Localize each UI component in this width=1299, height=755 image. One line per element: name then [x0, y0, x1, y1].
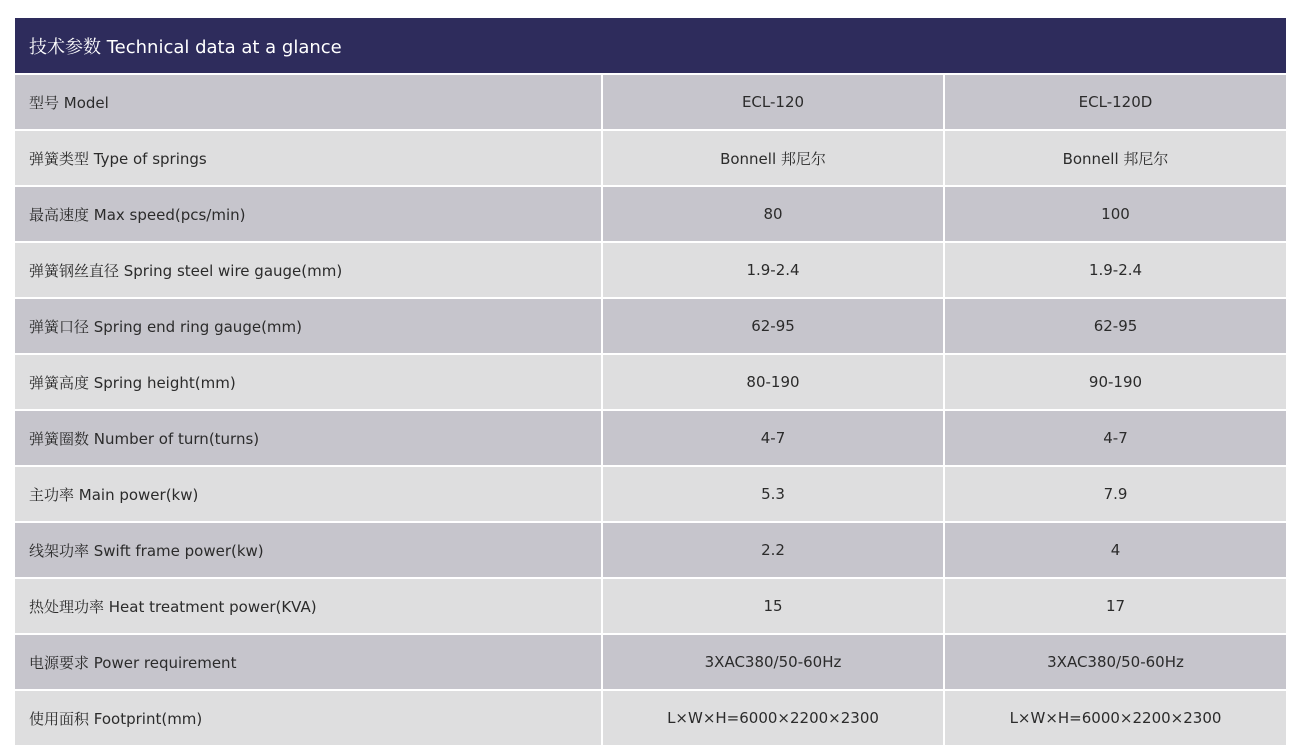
value-ecl-120: 15 — [603, 579, 943, 633]
row-label: 型号 Model — [15, 75, 601, 129]
value-ecl-120d: Bonnell 邦尼尔 — [945, 131, 1286, 185]
value-ecl-120d: 3XAC380/50-60Hz — [945, 635, 1286, 689]
value-ecl-120d: 62-95 — [945, 299, 1286, 353]
value-ecl-120: 80-190 — [603, 355, 943, 409]
table-row — [15, 635, 1286, 689]
row-label: 弹簧圈数 Number of turn(turns) — [15, 411, 601, 465]
value-ecl-120: 4-7 — [603, 411, 943, 465]
table-row — [15, 579, 1286, 633]
value-ecl-120: 5.3 — [603, 467, 943, 521]
table-row — [15, 467, 1286, 521]
table-row — [15, 355, 1286, 409]
table-row — [15, 75, 1286, 129]
value-ecl-120: ECL-120 — [603, 75, 943, 129]
value-ecl-120: 1.9-2.4 — [603, 243, 943, 297]
value-ecl-120d: 90-190 — [945, 355, 1286, 409]
table-row — [15, 299, 1286, 353]
row-label: 热处理功率 Heat treatment power(KVA) — [15, 579, 601, 633]
value-ecl-120: Bonnell 邦尼尔 — [603, 131, 943, 185]
value-ecl-120d: 17 — [945, 579, 1286, 633]
table-title: 技术参数 Technical data at a glance — [15, 18, 1286, 73]
value-ecl-120: 2.2 — [603, 523, 943, 577]
value-ecl-120d: 7.9 — [945, 467, 1286, 521]
value-ecl-120: 3XAC380/50-60Hz — [603, 635, 943, 689]
table-row — [15, 411, 1286, 465]
row-label: 使用面积 Footprint(mm) — [15, 691, 601, 745]
row-label: 电源要求 Power requirement — [15, 635, 601, 689]
value-ecl-120d: 1.9-2.4 — [945, 243, 1286, 297]
table-row — [15, 131, 1286, 185]
row-label: 弹簧口径 Spring end ring gauge(mm) — [15, 299, 601, 353]
table-row — [15, 243, 1286, 297]
row-label: 弹簧高度 Spring height(mm) — [15, 355, 601, 409]
row-label: 最高速度 Max speed(pcs/min) — [15, 187, 601, 241]
value-ecl-120d: 100 — [945, 187, 1286, 241]
row-label: 线架功率 Swift frame power(kw) — [15, 523, 601, 577]
row-label: 主功率 Main power(kw) — [15, 467, 601, 521]
value-ecl-120d: ECL-120D — [945, 75, 1286, 129]
table-row — [15, 523, 1286, 577]
value-ecl-120: L×W×H=6000×2200×2300 — [603, 691, 943, 745]
value-ecl-120: 80 — [603, 187, 943, 241]
technical-data-table — [15, 18, 1286, 745]
row-label: 弹簧类型 Type of springs — [15, 131, 601, 185]
table-row — [15, 691, 1286, 745]
value-ecl-120: 62-95 — [603, 299, 943, 353]
row-label: 弹簧钢丝直径 Spring steel wire gauge(mm) — [15, 243, 601, 297]
table-row — [15, 187, 1286, 241]
value-ecl-120d: L×W×H=6000×2200×2300 — [945, 691, 1286, 745]
value-ecl-120d: 4 — [945, 523, 1286, 577]
value-ecl-120d: 4-7 — [945, 411, 1286, 465]
